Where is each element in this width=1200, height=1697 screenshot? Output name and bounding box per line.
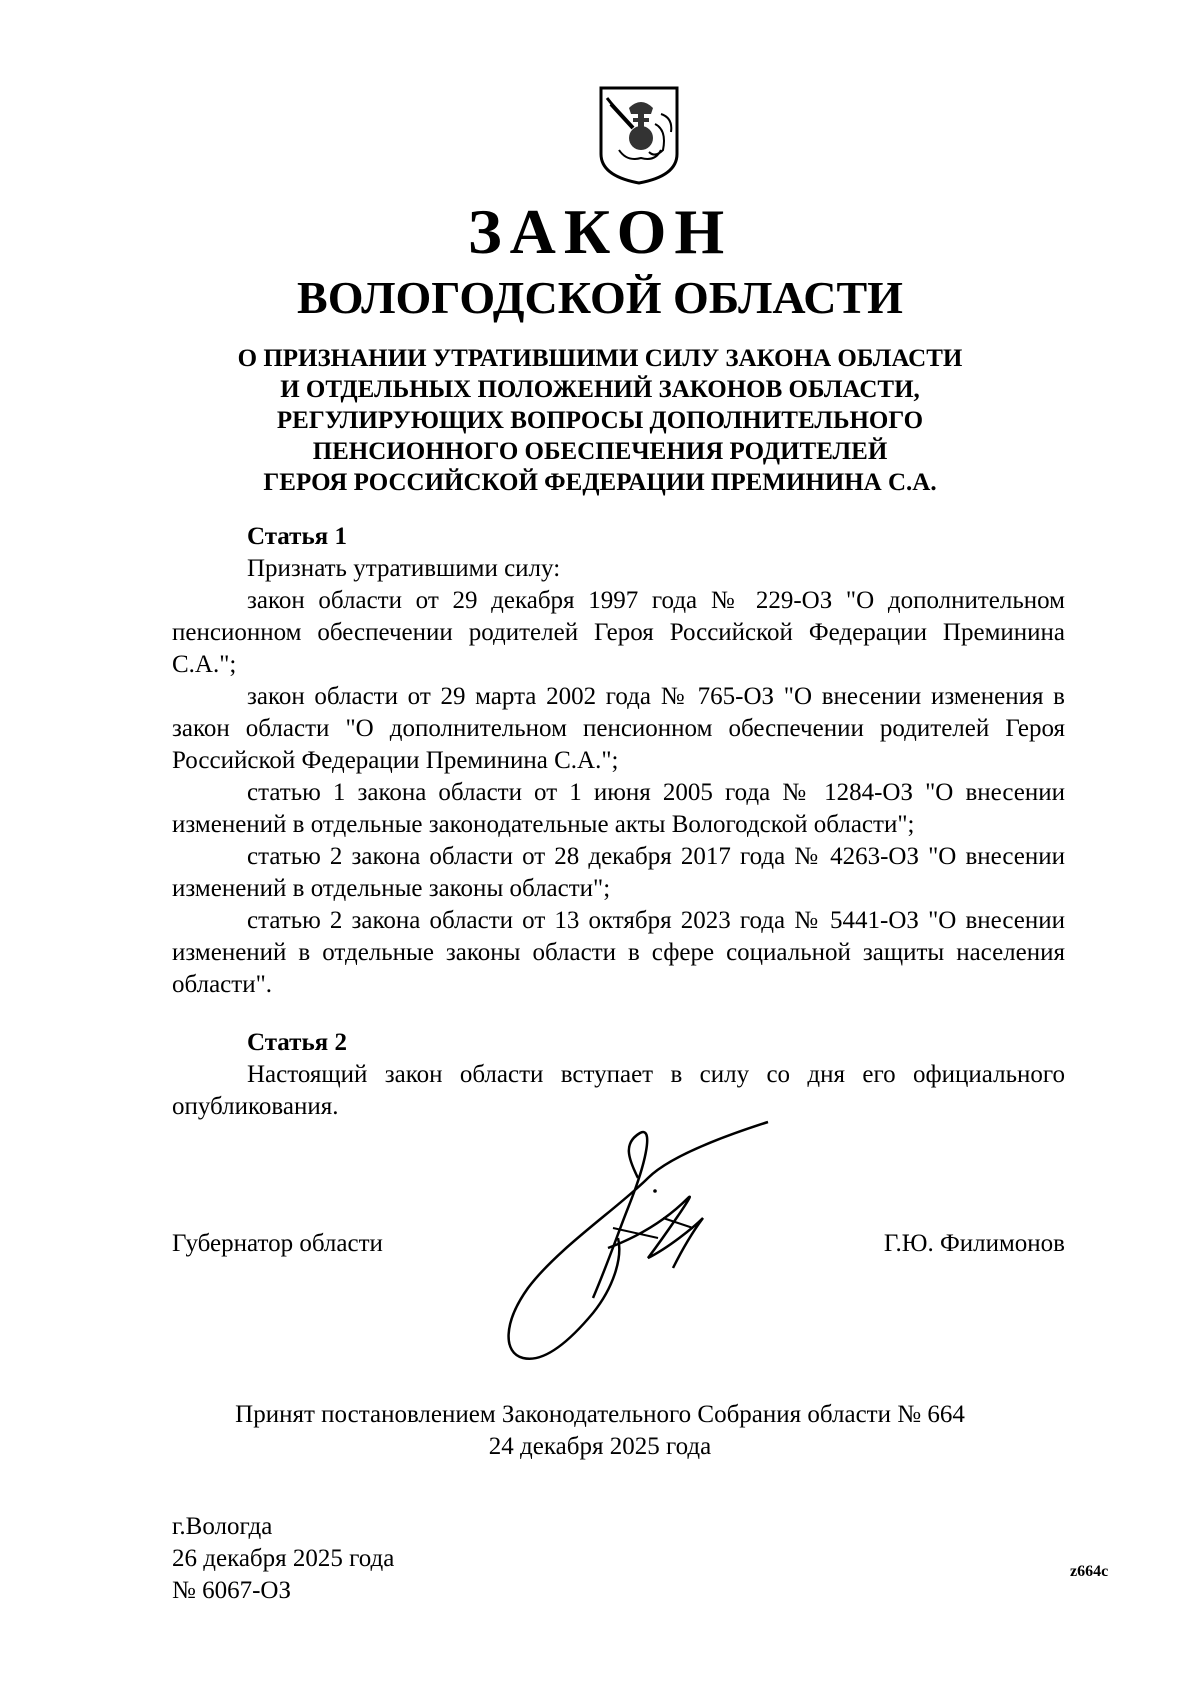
heading-line: О ПРИЗНАНИИ УТРАТИВШИМИ СИЛУ ЗАКОНА ОБЛАСТИ	[237, 345, 963, 372]
article-1	[172, 521, 1065, 1001]
article-paragraph: статью 2 закона области от 28 декабря 2017 года № 4263-ОЗ "О внесении изменений в отдельные законы области";	[172, 843, 1065, 902]
law-heading	[150, 343, 1050, 498]
heading-line: РЕГУЛИРУЮЩИХ ВОПРОСЫ ДОПОЛНИТЕЛЬНОГО	[276, 407, 924, 434]
footer-city: г.Вологда	[172, 1513, 273, 1540]
heading-line: ГЕРОЯ РОССИЙСКОЙ ФЕДЕРАЦИИ ПРЕМИНИНА С.А.	[263, 469, 937, 496]
article-paragraph: закон области от 29 декабря 1997 года № 229-ОЗ "О дополнительном пенсионном обеспечении родителей Героя Российской Федерации Преминина С.А.";	[172, 587, 1065, 678]
adoption-line: Принят постановлением Законодательного Собрания области № 664	[235, 1401, 965, 1428]
signatory-name: Г.Ю. Филимонов	[883, 1230, 1065, 1257]
article-paragraph: статью 2 закона области от 13 октября 2023 года № 5441-ОЗ "О внесении изменений в отдельные законы области в сфере социальной защиты населения области".	[172, 907, 1065, 998]
article-2	[172, 1027, 1065, 1123]
adoption-date: 24 декабря 2025 года	[488, 1433, 712, 1460]
heading-line: И ОТДЕЛЬНЫХ ПОЛОЖЕНИЙ ЗАКОНОВ ОБЛАСТИ,	[280, 376, 920, 403]
document-code: z664c	[1070, 1563, 1109, 1580]
footer-date: 26 декабря 2025 года	[172, 1545, 395, 1572]
handwritten-signature	[498, 1118, 838, 1368]
signatory-position: Губернатор области	[172, 1230, 383, 1257]
article-paragraph: статью 1 закона области от 1 июня 2005 года № 1284-ОЗ "О внесении изменений в отдельные законодательные акты Вологодской области";	[172, 779, 1065, 838]
coat-of-arms-icon	[597, 84, 681, 186]
article-paragraph: Признать утратившими силу:	[247, 555, 561, 582]
footer-number: № 6067-ОЗ	[172, 1577, 292, 1604]
article-paragraph: закон области от 29 марта 2002 года № 765-ОЗ "О внесении изменения в закон области "О дополнительном пенсионном обеспечении родителей Героя Российской Федерации Преминина С.А.";	[172, 683, 1065, 774]
region-title: ВОЛОГОДСКОЙ ОБЛАСТИ	[297, 272, 903, 323]
heading-line: ПЕНСИОННОГО ОБЕСПЕЧЕНИЯ РОДИТЕЛЕЙ	[312, 438, 888, 465]
article-paragraph: Настоящий закон области вступает в силу со дня его официального опубликования.	[172, 1061, 1065, 1120]
article-title: Статья 2	[247, 1029, 347, 1056]
article-title: Статья 1	[247, 523, 347, 550]
document-type-title: ЗАКОН	[467, 196, 733, 267]
adoption-note	[0, 1399, 1200, 1463]
document-footer	[172, 1511, 394, 1607]
